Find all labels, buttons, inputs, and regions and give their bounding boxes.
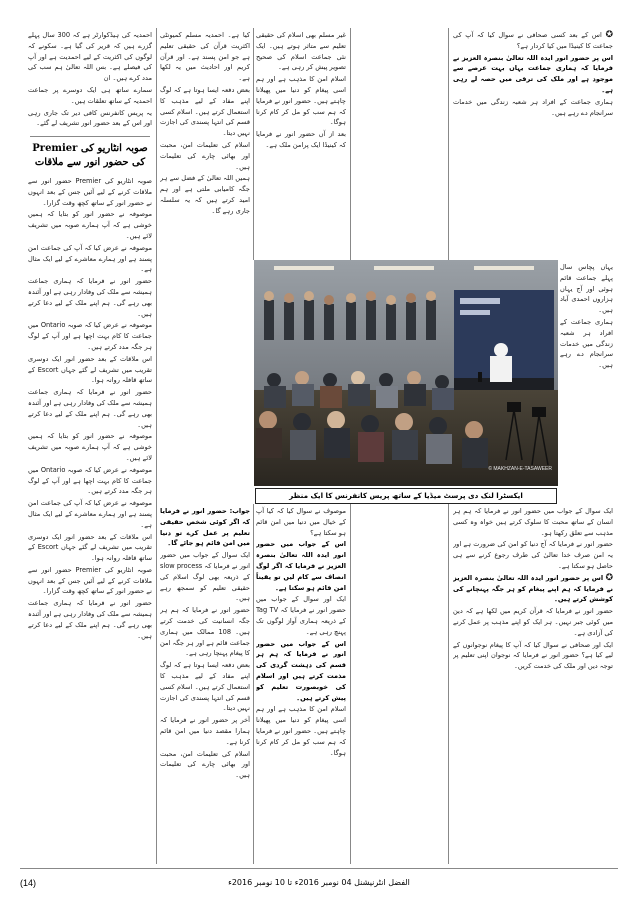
- column-rule: [448, 504, 449, 864]
- footer-rule: [20, 868, 618, 869]
- column-1-body: [28, 176, 152, 864]
- column-rule: [253, 28, 254, 260]
- paragraph: یہ پریس کانفرنس کافی دیر تک جاری رہی اور اس کے بعد حضور انور تشریف لے گئے۔: [28, 108, 152, 128]
- paragraph: موصوفہ نے عرض کیا کہ صوبہ Ontario میں جماعت کا کام بہت اچھا ہے اور آپ کے لوگ ہر جگہ مدد کرتے ہیں۔: [28, 465, 152, 496]
- photo-caption: ایکسٹرا لنک دی پرسٹ میڈیا کے ساتھ پریس کانفرنس کا ایک منظر: [255, 488, 557, 504]
- column-rule: [350, 504, 351, 864]
- paragraph: سمارے ساتھ ہی ایک دوسرے پر جماعت احمدیہ کے ساتھ تعلقات ہیں۔: [28, 85, 152, 105]
- photo-illustration: [254, 260, 558, 486]
- column-3-top: [256, 30, 346, 258]
- paragraph: ہماری جماعت کے افراد ہر شعبہ زندگی میں خدمات سرانجام دے رہے ہیں۔: [453, 97, 613, 117]
- paragraph: حضور انور نے فرمایا کہ قرآن کریم میں لکھا ہے کہ دین میں کوئی جبر نہیں۔ ہر ایک کو اپنے مذہب پر عمل کرنے کی آزادی ہے۔: [453, 607, 613, 637]
- paragraph: اس پر حضور انور ایدہ اللہ تعالیٰ بنصرہ العزیز نے فرمایا کہ ہماری جماعت یہاں بہت عرصے سے موجود ہے اور ملک کی ترقی میں حصہ لے رہی ہے۔: [453, 53, 613, 94]
- star-icon: ✪: [605, 572, 613, 583]
- paragraph: اسلام امن کا مذہب ہے اور ہم اسی پیغام کو دنیا میں پھیلانا چاہتے ہیں۔ حضور انور نے فرمایا کہ ہم سب کو مل کر کام کرنا ہوگا۔: [256, 75, 346, 127]
- page-footer: [20, 876, 618, 890]
- paragraph: موصوفہ نے حضور انور کو بتایا کہ ہمیں خوشی ہے کہ آپ ہمارے صوبہ میں تشریف لائے ہیں۔: [28, 210, 152, 240]
- paragraph: موصوف نے سوال کیا کہ کیا آپ کے خیال میں دنیا میں امن قائم ہو سکتا ہے؟: [256, 507, 346, 537]
- paragraph: موصوفہ نے حضور انور کو بتایا کہ ہمیں خوشی ہے کہ آپ ہمارے صوبہ میں تشریف لائے ہیں۔: [28, 432, 152, 462]
- paragraph: ایک سوال کے جواب میں حضور انور نے فرمایا کہ ہم ہر انسان کے ساتھ محبت کا سلوک کرتے ہیں خواہ وہ کسی مذہب سے تعلق رکھتا ہو۔: [453, 507, 613, 537]
- paragraph: غیر مسلم بھی اسلام کی حقیقی تعلیم سے متاثر ہوتے ہیں۔ ایک نئی جماعت اسلام کی صحیح تصویر پیش کر رہی ہے۔: [256, 31, 346, 72]
- column-4-bottom: [453, 506, 613, 864]
- paragraph: موصوفہ نے عرض کیا کہ آپ کی جماعت امن پسند ہے اور ہمارے معاشرے کے لیے ایک مثال ہے۔: [28, 243, 152, 274]
- paragraph: حضور انور نے فرمایا کہ ہماری جماعت ہمیشہ سے ملک کی وفادار رہی ہے اور آئندہ بھی رہے گی۔ ہم اپنے ملک کے لیے دعا کرتے ہیں۔: [28, 388, 152, 429]
- paragraph: بعد از آں حضور انور نے فرمایا کہ کینیڈا ایک پرامن ملک ہے۔: [256, 130, 346, 149]
- paragraph: صوبہ انٹاریو کی Premier حضور انور سے ملاقات کرنے کے لیے آئیں جس کے بعد انہوں نے حضور انور کے ساتھ کچھ وقت گزارا۔: [28, 177, 152, 207]
- column-rule: [350, 28, 351, 260]
- page-number: (14): [20, 878, 37, 888]
- press-conference-photo: [254, 260, 558, 486]
- paragraph: صوبہ انٹاریو کی Premier حضور انور سے ملاقات کرنے کے لیے آئیں جس کے بعد انہوں نے حضور انور کے ساتھ کچھ وقت گزارا۔: [28, 565, 152, 596]
- paragraph: حضور انور نے فرمایا کہ ہماری جماعت ہمیشہ سے ملک کی وفادار رہی ہے اور آئندہ بھی رہے گی۔ ہم اپنے ملک کے لیے دعا کرتے ہیں۔: [28, 277, 152, 318]
- column-4-top: [453, 30, 613, 260]
- paragraph-text: اس کے بعد کسی صحافی نے سوال کیا کہ آپ کی جماعت کا کینیڈا میں کیا کردار ہے؟: [453, 31, 613, 50]
- paragraph: حضور انور نے فرمایا کہ ہماری جماعت ہمیشہ سے ملک کی وفادار رہی ہے اور آئندہ بھی رہے گی۔ ہم اپنے ملک کے لیے دعا کرتے ہیں۔: [28, 599, 152, 640]
- column-1-top: [28, 30, 152, 130]
- paragraph-text: اس پر حضور انور ایدہ اللہ تعالیٰ بنصرہ العزیز نے فرمایا کہ ہم اپنے پیغام کو ہر جگہ پہنچانے کی کوشش کرتے ہیں۔: [453, 573, 613, 604]
- paragraph: حضور انور نے فرمایا کہ ہم ہر جگہ انسانیت کی خدمت کرتے ہیں۔ 108 ممالک میں ہماری جماعت قائم ہے اور ہر جگہ امن کا پیغام پہنچا رہی ہے۔: [160, 606, 250, 658]
- column-rule: [253, 504, 254, 864]
- paragraph: اسلام کی تعلیمات امن، محبت اور بھائی چارے کی تعلیمات ہیں۔: [160, 749, 250, 780]
- paragraph: آخر پر حضور انور نے فرمایا کہ ہمارا مقصد دنیا میں امن قائم کرنا ہے۔: [160, 716, 250, 746]
- paragraph: موصوفہ نے عرض کیا کہ صوبہ Ontario میں جماعت کا کام بہت اچھا ہے اور آپ کے لوگ ہر جگہ مدد کرتے ہیں۔: [28, 321, 152, 351]
- column-2-bottom: [160, 506, 250, 864]
- paragraph: [453, 573, 613, 605]
- paragraph: اسلام کی تعلیمات امن، محبت اور بھائی چارے کی تعلیمات ہیں۔: [160, 140, 250, 171]
- paragraph: ایک سوال کے جواب میں حضور انور نے فرمایا کہ slow process کے ذریعہ بھی لوگ اسلام کی حقیقی تعلیم کو سمجھ رہے ہیں۔: [160, 551, 250, 603]
- paragraph: ہماری جماعت کے افراد ہر شعبہ زندگی میں خدمات سرانجام دے رہے ہیں۔: [560, 317, 613, 370]
- paragraph: اس کے جواب میں حضور انور نے فرمایا کہ ہم ہر قسم کی دہشت گردی کی مذمت کرتے ہیں اور اسلام کی خوبصورت تعلیم کو پیش کرتے ہیں۔: [256, 639, 346, 702]
- paragraph: اسلام امن کا مذہب ہے اور ہم اسی پیغام کو دنیا میں پھیلانا چاہتے ہیں۔ حضور انور نے فرمایا کہ ہم سب کو مل کر کام کرنا ہوگا۔: [256, 705, 346, 757]
- paragraph: اس ملاقات کے بعد حضور انور ایک دوسری تقریب میں تشریف لے گئے جہاں Escort کے ساتھ قافلہ روانہ ہوا۔: [28, 354, 152, 385]
- paragraph: کیا ہے۔ احمدیہ مسلم کمیونٹی اکثریت قرآن کی حقیقی تعلیم ہے جو امن پسند ہے۔ اور قرآن کریم اور احادیث میں یہ لکھا ہے۔: [160, 31, 250, 83]
- paragraph: ایک اور صحافی نے سوال کیا کہ آپ کا پیغام نوجوانوں کے لیے کیا ہے؟ حضور انور نے فرمایا کہ نوجوان اپنی تعلیم پر توجہ دیں اور ملک کی خدمت کریں۔: [453, 640, 613, 671]
- paragraph: بعض دفعہ ایسا ہوتا ہے کہ لوگ اپنے مفاد کے لیے مذہب کا استعمال کرتے ہیں۔ اسلام کسی قسم کی انتہا پسندی کی اجازت نہیں دیتا۔: [160, 85, 250, 138]
- photo-watermark: © MAKHZAN-E-TASAWEER: [488, 466, 552, 472]
- paragraph: [453, 30, 613, 52]
- section-rule: [30, 136, 150, 137]
- paragraph: احمدیہ کی ہیڈکوارٹر ہے کہ 300 سال پہلے گزرے ہیں کہ قریر کی گیا ہے۔ سکونے کہ لوگوں کی اکثریت کے لیے احمدیت ہے اور آپ کی فیصلے ہے۔ بس اللہ تعالیٰ ہم سب کی مدد کرے ہیں۔ ان: [28, 31, 152, 83]
- paragraph: ہمیں اللہ تعالیٰ کے فضل سے ہر جگہ کامیابی ملتی ہے اور ہم امید کرتے ہیں کہ یہ سلسلہ جاری رہے گا۔: [160, 174, 250, 215]
- star-icon: ✪: [605, 30, 613, 40]
- paragraph: اس کے جواب میں حضور انور ایدہ اللہ تعالیٰ بنصرہ العزیز نے فرمایا کہ اگر لوگ انصاف سے کام لیں تو یقیناً امن قائم ہو سکتا ہے۔: [256, 540, 346, 592]
- section-heading: صوبہ انٹاریو کی Premier کی حضور انور سے ملاقات: [32, 143, 148, 168]
- column-rule: [156, 28, 157, 864]
- paragraph: یہاں پچاس سال پہلے جماعت قائم ہوئی اور آج یہاں ہزاروں احمدی آباد ہیں۔: [560, 263, 613, 315]
- paragraph: موصوفہ نے عرض کیا کہ آپ کی جماعت امن پسند ہے اور ہمارے معاشرے کے لیے ایک مثال ہے۔: [28, 499, 152, 529]
- paragraph: اس ملاقات کے بعد حضور انور ایک دوسری تقریب میں تشریف لے گئے جہاں Escort کے ساتھ قافلہ روانہ ہوا۔: [28, 532, 152, 563]
- column-3-bottom: [256, 506, 346, 864]
- paragraph: حضور انور نے فرمایا کہ آج دنیا کو امن کی ضرورت ہے اور یہ امن صرف خدا تعالیٰ کی طرف رجوع کرنے سے ہی حاصل ہو سکتا ہے۔: [453, 540, 613, 570]
- column-rule: [448, 28, 449, 260]
- column-2-top: [160, 30, 250, 258]
- paragraph: جواب: حضور انور نے فرمایا کہ اگر کوئی شخص حقیقی تعلیم پر عمل کرے تو دنیا میں امن قائم ہو جائے گا۔: [160, 507, 250, 548]
- paragraph: بعض دفعہ ایسا ہوتا ہے کہ لوگ اپنے مفاد کے لیے مذہب کا استعمال کرتے ہیں۔ اسلام کسی قسم کی انتہا پسندی کی اجازت نہیں دیتا۔: [160, 661, 250, 713]
- issue-date: الفضل انٹرنیشنل 04 نومبر 2016ء تا 10 نومبر 2016ء: [228, 878, 410, 887]
- column-4-side: [560, 262, 613, 502]
- paragraph: ایک اور سوال کے جواب میں حضور انور نے فرمایا کہ Tag TV کے ذریعہ ہماری آواز لوگوں تک پہنچ رہی ہے۔: [256, 595, 346, 636]
